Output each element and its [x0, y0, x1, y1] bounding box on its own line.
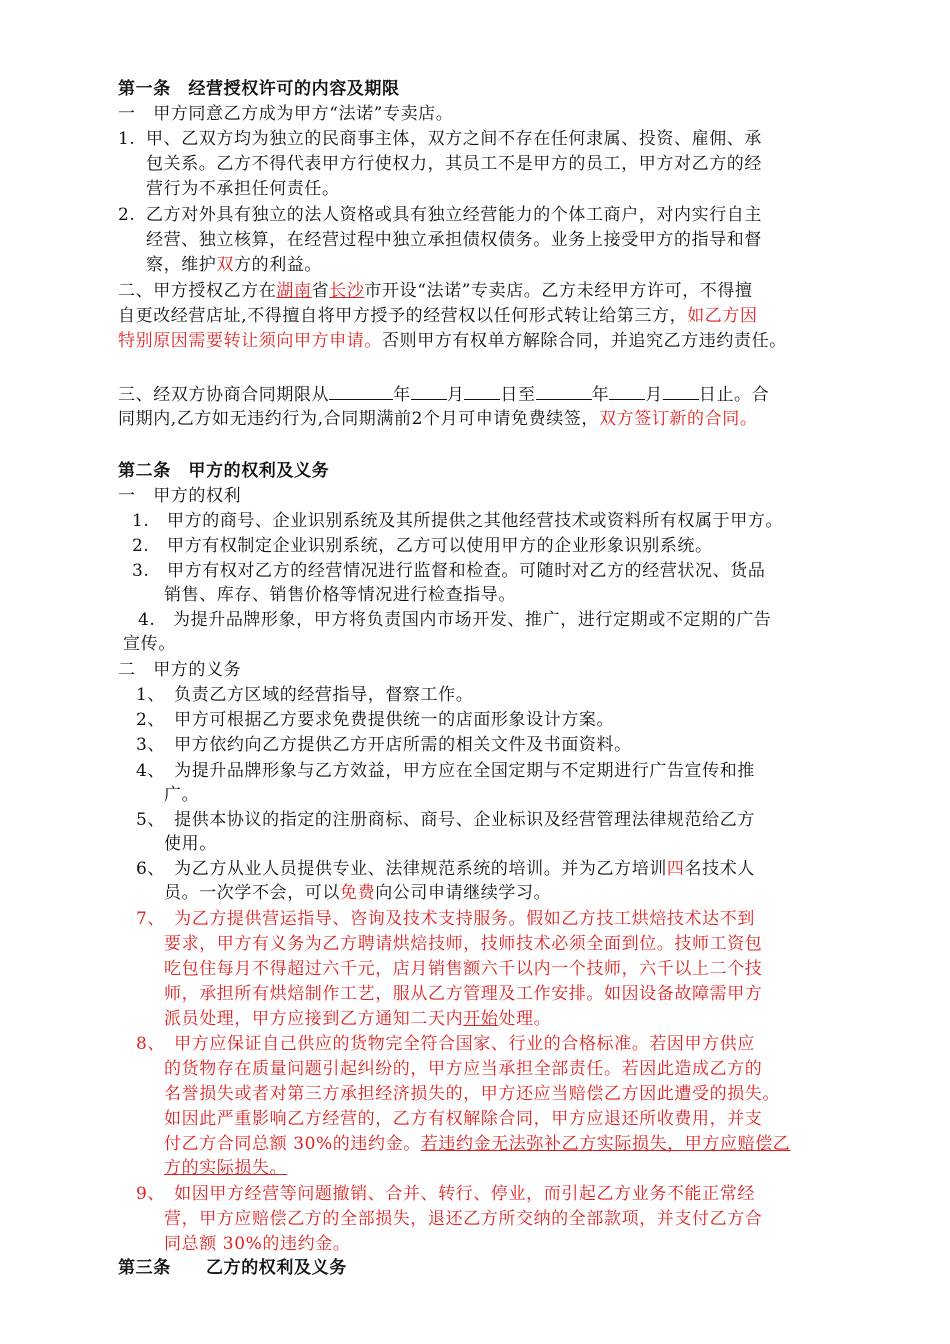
section-3-line-1: [118, 383, 769, 406]
item-2-number: 2.: [118, 205, 136, 225]
text-run: 三、经双方协商合同期限从: [118, 385, 330, 405]
text-run: 同期内,乙方如无违约行为,合同期满前2个月可申请免费续签，: [118, 409, 600, 429]
text-run: 名技术人: [684, 859, 755, 879]
article-1-section-1: 一 甲方同意乙方成为甲方“法诺”专卖店。: [118, 104, 454, 124]
duty-9-line-3: 同总额 30%的违约金。: [164, 1234, 351, 1254]
text-run: 方的利益。: [234, 255, 323, 275]
item-1-line-1: 甲、乙双方均为独立的民商事主体，双方之间不存在任何隶属、投资、雇佣、承: [146, 129, 762, 149]
duty-4-line-1: 4、 为提升品牌形象与乙方效益，甲方应在全国定期与不定期进行广告宣传和推: [136, 761, 755, 781]
highlight-text: 四: [666, 859, 685, 879]
text-run: 年: [591, 385, 610, 405]
text-run: 察，维护: [146, 255, 217, 275]
end-year-blank: [536, 383, 592, 400]
section-2-line-3: [118, 330, 787, 352]
item-2-line-1: 乙方对外具有独立的法人资格或具有独立经营能力的个体工商户，对内实行自主: [146, 205, 762, 225]
text-run: 付乙方合同总额 30%的违约金。: [164, 1134, 421, 1154]
duty-5-line-1: 5、 提供本协议的指定的注册商标、商号、企业标识及经营管理法律规范给乙方: [136, 810, 755, 830]
highlight-text: 双方签订新的合同。: [599, 409, 758, 429]
duty-9-line-1: 9、 如因甲方经营等问题撤销、合并、转行、停业，而引起乙方业务不能正常经: [136, 1184, 755, 1204]
duty-8-line-6: 方的实际损失。: [164, 1158, 288, 1178]
text-run: 6、 为乙方从业人员提供专业、法律规范系统的培训。并为乙方培训: [136, 859, 667, 879]
right-4-line-1: 4. 为提升品牌形象，甲方将负责国内市场开发、推广，进行定期或不定期的广告: [138, 610, 772, 630]
highlight-text: 双: [216, 255, 235, 275]
duty-6-line-1: [136, 858, 755, 880]
underlined-text: 若违约金无法弥补乙方实际损失，甲方应赔偿乙: [420, 1134, 791, 1154]
right-2: 2. 甲方有权制定企业识别系统，乙方可以使用甲方的企业形象识别系统。: [132, 536, 713, 556]
duty-7-line-1: 7、 为乙方提供营运指导、咨询及技术支持服务。假如乙方技工烘焙技术达不到: [136, 909, 755, 929]
item-2-line-3: [146, 254, 322, 276]
section-3-line-2: [118, 408, 757, 430]
text-run: 自更改经营店址,不得擅自将甲方授予的经营权以任何形式转让给第三方，: [118, 306, 688, 326]
item-1-number: 1.: [118, 129, 136, 149]
underlined-text: 开始: [463, 1009, 499, 1029]
duty-9-line-2: 营，甲方应赔偿乙方的全部损失，退还乙方所交纳的全部款项，并支付乙方合: [164, 1209, 763, 1229]
text-run: 月: [446, 385, 465, 405]
highlight-text: 如乙方因: [687, 306, 758, 326]
article-2-title: 第二条 甲方的权利及义务: [118, 461, 330, 481]
end-month-blank: [609, 383, 645, 400]
text-run: 员。一次学不会，可以: [164, 883, 340, 903]
text-run: 向公司申请继续学习。: [375, 883, 552, 903]
duty-8-line-1: 8、 甲方应保证自己供应的货物完全符合国家、行业的合格标准。若因甲方供应: [136, 1034, 755, 1054]
duty-8-line-4: 如因此严重影响乙方经营的，乙方有权解除合同，甲方应退还所收费用，并支: [164, 1109, 763, 1129]
item-2-line-2: 经营、独立核算，在经营过程中独立承担债权债务。业务上接受甲方的指导和督: [146, 230, 762, 250]
duty-7-line-2: 要求，甲方有义务为乙方聘请烘焙技师，技师技术必须全面到位。技师工资包: [164, 934, 763, 954]
right-4-line-2: 宣传。: [123, 634, 176, 654]
text-run: 处理。: [498, 1009, 552, 1029]
duty-6-line-2: [164, 882, 551, 904]
section-2-line-2: [118, 305, 758, 327]
duty-8-line-3: 名誉损失或者对第三方承担经济损失的，甲方还应当赔偿乙方因此遭受的损失。: [164, 1084, 780, 1104]
duty-5-line-2: 使用。: [164, 834, 217, 854]
start-year-blank: [329, 383, 393, 400]
duty-2: 2、 甲方可根据乙方要求免费提供统一的店面形象设计方案。: [136, 710, 615, 730]
duty-8-line-2: 的货物存在质量问题引起纠纷的，甲方应当承担全部责任。若因此造成乙方的: [164, 1059, 763, 1079]
text-run: 月: [645, 385, 663, 405]
end-day-blank: [663, 383, 699, 400]
section-2-line-1: [118, 280, 753, 302]
text-run: 省: [311, 281, 330, 301]
duties-heading: 二 甲方的义务: [118, 660, 242, 680]
highlight-text: 免费: [340, 883, 376, 903]
duty-1: 1、 负责乙方区域的经营指导，督察工作。: [136, 685, 474, 705]
start-day-blank: [464, 383, 500, 400]
rights-heading: 一 甲方的权利: [118, 486, 242, 506]
right-1: 1. 甲方的商号、企业识别系统及其所提供之其他经营技术或资料所有权属于甲方。: [132, 511, 784, 531]
text-run: 日止。合: [698, 385, 770, 405]
duty-7-line-3: 吃包住每月不得超过六千元，店月销售额六千以内一个技师，六千以上二个技: [164, 959, 763, 979]
duty-4-line-2: 广。: [164, 785, 200, 805]
text-run: 二、甲方授权乙方在: [118, 281, 277, 301]
item-1-line-2: 包关系。乙方不得代表甲方行使权力，其员工不是甲方的员工，甲方对乙方的经: [146, 154, 762, 174]
city-field: 长沙: [329, 281, 365, 301]
text-run: 否则甲方有权单方解除合同，并追究乙方违约责任。: [382, 331, 787, 351]
text-run: 市开设“法诺”专卖店。乙方未经甲方许可，不得擅: [364, 281, 753, 301]
highlight-text: 特别原因需要转让须向甲方申请。: [118, 331, 382, 351]
article-3-title: 第三条 乙方的权利及义务: [118, 1258, 347, 1278]
article-1-title: 第一条 经营授权许可的内容及期限: [118, 79, 400, 99]
text-run: 年: [393, 385, 411, 405]
right-3-line-2: 销售、库存、销售价格等情况进行检查指导。: [164, 585, 516, 605]
duty-7-line-4: 师，承担所有烘焙制作工艺，服从乙方管理及工作安排。如因设备故障需甲方: [164, 984, 763, 1004]
province-field: 湖南: [276, 281, 312, 301]
right-3-line-1: 3. 甲方有权对乙方的经营情况进行监督和检查。可随时对乙方的经营状况、货品: [132, 561, 766, 581]
duty-8-line-5: [164, 1133, 790, 1155]
text-run: 派员处理，甲方应接到乙方通知二天内: [164, 1009, 464, 1029]
duty-3: 3、 甲方依约向乙方提供乙方开店所需的相关文件及书面资料。: [136, 735, 632, 755]
text-run: 日至: [500, 385, 536, 405]
item-1-line-3: 营行为不承担任何责任。: [146, 179, 340, 199]
duty-7-line-5: [164, 1008, 551, 1030]
start-month-blank: [411, 383, 447, 400]
